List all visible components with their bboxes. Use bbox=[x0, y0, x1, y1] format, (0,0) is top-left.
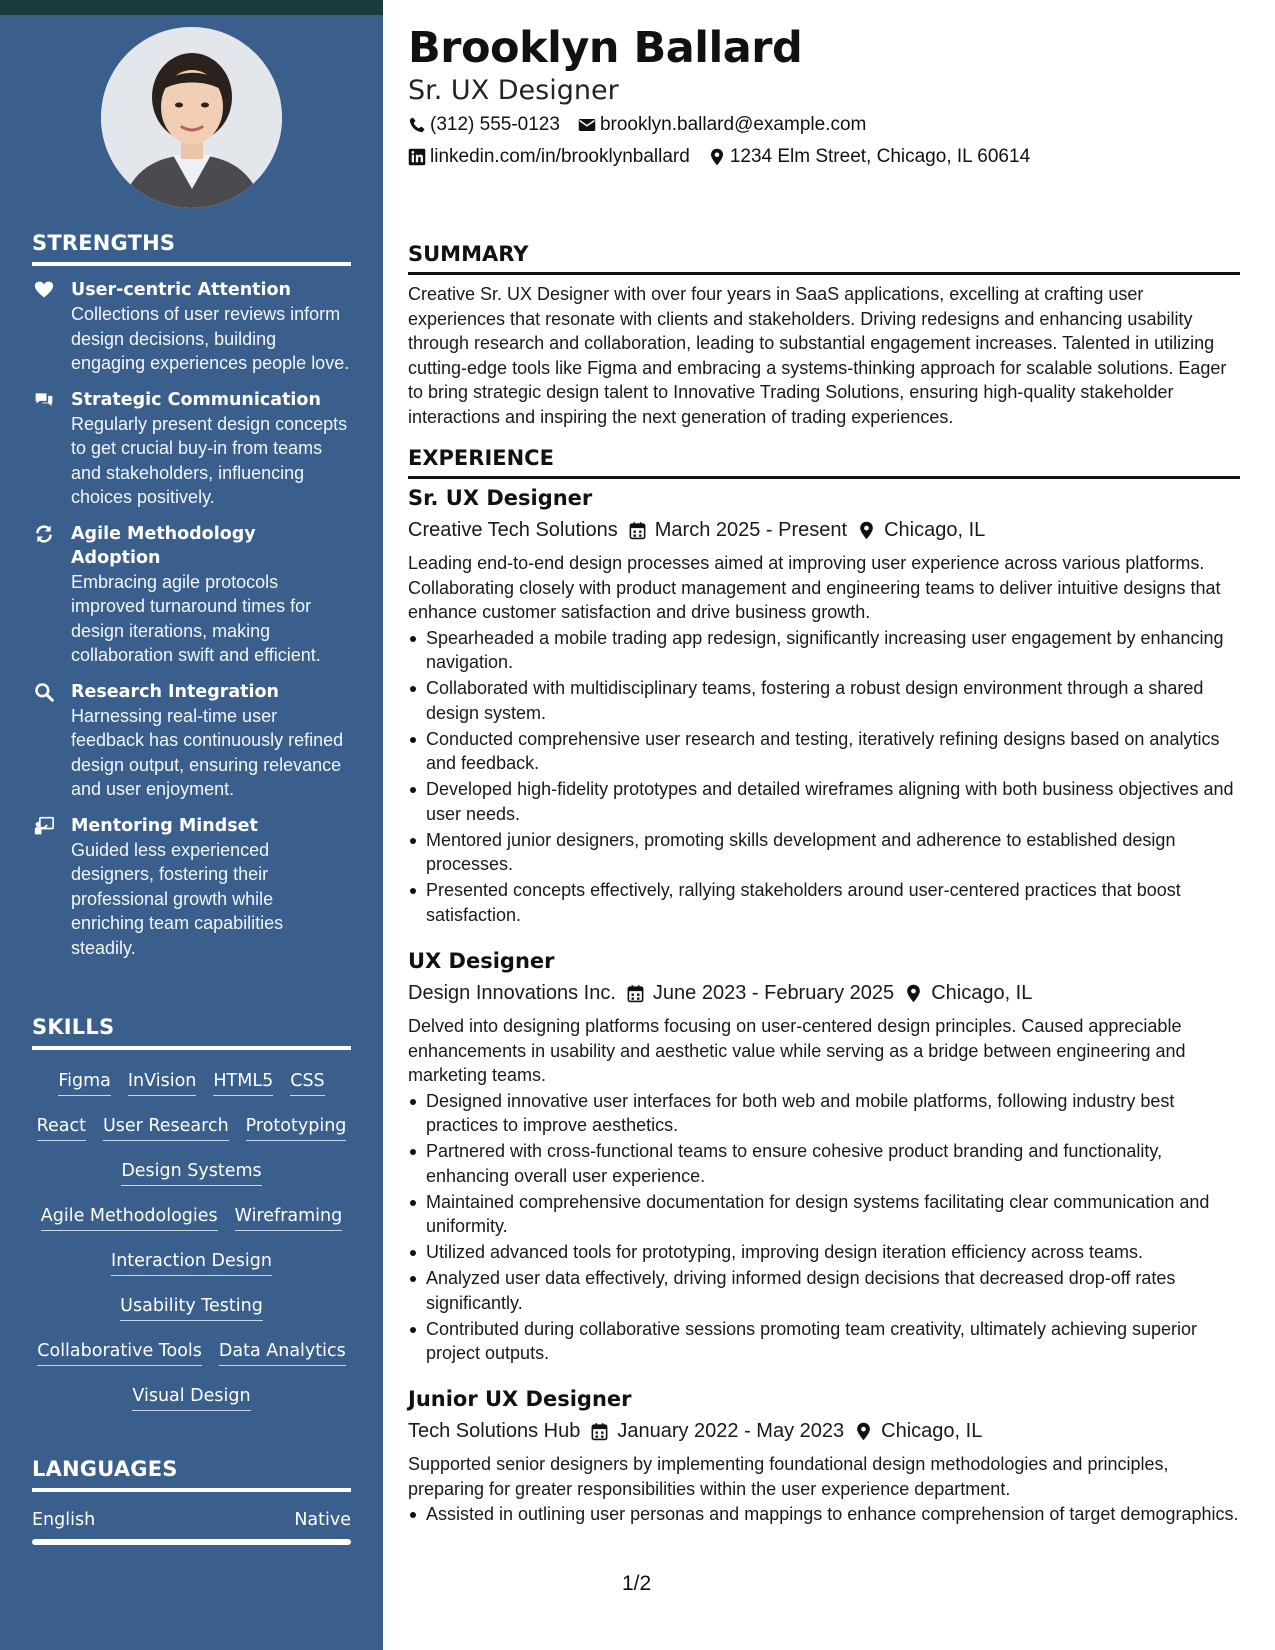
job-entry bbox=[408, 484, 1240, 929]
calendar-icon bbox=[590, 1422, 609, 1441]
job-bullet: Maintained comprehensive documentation for design systems facilitating clear communication and uniformity. bbox=[408, 1190, 1240, 1239]
language-name: English bbox=[32, 1510, 96, 1530]
sidebar bbox=[0, 0, 383, 1650]
skill-tag: Figma bbox=[58, 1070, 111, 1096]
job-bullet: Spearheaded a mobile trading app redesign, significantly increasing user engagement by enhancing navigation. bbox=[408, 626, 1240, 675]
map-pin-icon bbox=[904, 984, 923, 1003]
comments-icon bbox=[34, 390, 54, 410]
strength-title: Mentoring Mindset bbox=[71, 815, 258, 836]
strength-description: Harnessing real-time user feedback has continuously refined design output, ensuring relevance and user enjoyment. bbox=[71, 705, 344, 799]
job-bullets bbox=[408, 1089, 1240, 1366]
job-bullets bbox=[408, 1502, 1240, 1527]
skills-row bbox=[32, 1240, 351, 1285]
job-dates bbox=[626, 979, 894, 1007]
company-name: Creative Tech Solutions bbox=[408, 519, 618, 541]
job-bullets bbox=[408, 626, 1240, 928]
languages-heading: LANGUAGES bbox=[32, 1456, 351, 1492]
contact-row bbox=[408, 145, 1030, 169]
job-bullet: Contributed during collaborative sessions promoting team creativity, ultimately achieving superior project outputs. bbox=[408, 1317, 1240, 1366]
strength-title: User-centric Attention bbox=[71, 280, 291, 300]
linkedin-link[interactable]: linkedin.com/in/brooklynballard bbox=[430, 146, 690, 167]
skill-tag: InVision bbox=[128, 1070, 196, 1096]
map-pin-icon bbox=[857, 521, 876, 540]
job-bullet: Mentored junior designers, promoting skills development and adherence to established design processes. bbox=[408, 828, 1240, 877]
skill-tag: User Research bbox=[103, 1115, 229, 1141]
strengths-heading: STRENGTHS bbox=[32, 230, 351, 266]
skill-tag: CSS bbox=[290, 1070, 324, 1096]
job-location bbox=[857, 516, 985, 544]
page-number: 1/2 bbox=[622, 1572, 652, 1595]
job-location bbox=[854, 1417, 982, 1445]
experience-heading: EXPERIENCE bbox=[408, 445, 1240, 479]
heart-icon bbox=[34, 280, 54, 300]
language-row bbox=[32, 1510, 351, 1530]
experience-section bbox=[408, 445, 1240, 479]
contact-email[interactable] bbox=[578, 113, 866, 137]
skills-row bbox=[32, 1105, 351, 1150]
job-title: Sr. UX Designer bbox=[408, 486, 593, 510]
skill-tag: Prototyping bbox=[246, 1115, 347, 1141]
calendar-icon bbox=[628, 521, 647, 540]
strengths-section bbox=[32, 230, 351, 972]
job-bullet: Partnered with cross-functional teams to ensure cohesive product branding and functionality, enhancing overall user experience. bbox=[408, 1139, 1240, 1188]
search-icon bbox=[34, 682, 54, 702]
job-meta bbox=[408, 516, 1240, 544]
skills-row bbox=[32, 1195, 351, 1240]
skill-tag: HTML5 bbox=[213, 1070, 273, 1096]
job-dates bbox=[590, 1417, 844, 1445]
job-dates-text: June 2023 - February 2025 bbox=[652, 982, 895, 1004]
strength-item bbox=[32, 680, 351, 802]
skill-tag: Usability Testing bbox=[120, 1295, 263, 1321]
job-title: UX Designer bbox=[408, 949, 555, 973]
strength-item bbox=[32, 814, 351, 961]
job-meta bbox=[408, 1417, 1240, 1445]
job-bullet: Assisted in outlining user personas and mappings to enhance comprehension of target demographics. bbox=[408, 1502, 1240, 1527]
job-bullet: Conducted comprehensive user research and testing, iteratively refining designs based on analytics and feedback. bbox=[408, 727, 1240, 776]
skill-tag: React bbox=[37, 1115, 86, 1141]
company-name: Tech Solutions Hub bbox=[408, 1420, 581, 1442]
languages-section bbox=[32, 1456, 351, 1545]
job-location-text: Chicago, IL bbox=[884, 519, 986, 541]
job-bullet: Designed innovative user interfaces for both web and mobile platforms, following industry best practices to improve aesthetics. bbox=[408, 1089, 1240, 1138]
skills-row bbox=[32, 1330, 351, 1375]
contact-address bbox=[708, 145, 1030, 169]
skills-cloud bbox=[32, 1060, 351, 1420]
strength-item bbox=[32, 278, 351, 376]
summary-text: Creative Sr. UX Designer with over four years in SaaS applications, excelling at crafting user experiences that resonate with clients and stakeholders. Driving redesigns and enhancing usability through research and collaboration, leading to substantial engagement increases. Talented in utilizing cutting-edge tools like Figma and embracing a systems-thinking approach for scalable solutions. Eager to bring strategic design talent to Innovative Trading Solutions, ensuring high-quality stakeholder interactions and inspiring the next generation of trading experiences. bbox=[408, 284, 1227, 427]
profile-photo bbox=[101, 27, 282, 208]
sidebar-top-bar bbox=[0, 0, 383, 15]
strength-title: Strategic Communication bbox=[71, 389, 321, 410]
skills-row bbox=[32, 1285, 351, 1330]
sync-icon bbox=[34, 524, 54, 544]
email-link[interactable]: brooklyn.ballard@example.com bbox=[599, 114, 867, 135]
summary-section bbox=[408, 241, 1240, 429]
contact-row bbox=[408, 113, 866, 137]
summary-heading: SUMMARY bbox=[408, 241, 1240, 275]
job-entry bbox=[408, 1385, 1240, 1528]
skill-tag: Design Systems bbox=[121, 1160, 261, 1186]
contact-phone bbox=[408, 113, 560, 137]
strength-description: Collections of user reviews inform design decisions, building engaging experiences people love. bbox=[71, 304, 350, 373]
strength-description: Guided less experienced designers, fostering their professional growth while enriching team capabilities steadily. bbox=[71, 839, 284, 958]
skills-row bbox=[32, 1375, 351, 1420]
strength-item bbox=[32, 522, 351, 668]
job-dates-text: January 2022 - May 2023 bbox=[617, 1420, 845, 1442]
job-bullet: Analyzed user data effectively, driving informed design decisions that decreased drop-off rates significantly. bbox=[408, 1266, 1240, 1315]
job-location bbox=[904, 979, 1032, 1007]
job-description: Delved into designing platforms focusing on user-centered design principles. Caused appreciable enhancements in usability and aesthetic value while serving as a bridge between engineering and marketing teams. bbox=[408, 1016, 1186, 1085]
calendar-icon bbox=[626, 984, 645, 1003]
strength-title: Research Integration bbox=[71, 681, 280, 702]
job-meta bbox=[408, 979, 1240, 1007]
phone-icon bbox=[408, 116, 426, 134]
strength-title: Agile Methodology Adoption bbox=[71, 523, 256, 568]
teacher-icon bbox=[34, 816, 54, 836]
skills-row bbox=[32, 1150, 351, 1195]
skill-tag: Collaborative Tools bbox=[37, 1340, 202, 1366]
map-pin-icon bbox=[854, 1422, 873, 1441]
skill-tag: Wireframing bbox=[235, 1205, 343, 1231]
company-name: Design Innovations Inc. bbox=[408, 982, 616, 1004]
job-bullet: Collaborated with multidisciplinary teams, fostering a robust design environment through a shared design system. bbox=[408, 676, 1240, 725]
job-location-text: Chicago, IL bbox=[881, 1420, 983, 1442]
contact-linkedin[interactable] bbox=[408, 145, 690, 169]
job-description: Leading end-to-end design processes aimed at improving user experience across various platforms. Collaborating closely with product management and engineering teams to deliver intuitive designs that enhance customer satisfaction and drive business growth. bbox=[408, 553, 1221, 622]
skills-heading: SKILLS bbox=[32, 1014, 351, 1050]
skill-tag: Interaction Design bbox=[111, 1250, 272, 1276]
language-proficiency-bar bbox=[32, 1539, 351, 1545]
job-bullet: Presented concepts effectively, rallying stakeholders around user-centered practices that boost satisfaction. bbox=[408, 878, 1240, 927]
linkedin-icon bbox=[408, 148, 426, 166]
skill-tag: Agile Methodologies bbox=[41, 1205, 218, 1231]
map-pin-icon bbox=[708, 148, 726, 166]
envelope-icon bbox=[578, 116, 596, 134]
address-text: 1234 Elm Street, Chicago, IL 60614 bbox=[729, 146, 1031, 167]
job-entry bbox=[408, 947, 1240, 1367]
strength-description: Embracing agile protocols improved turnaround times for design iterations, making collaboration swift and efficient. bbox=[71, 571, 321, 665]
skills-section bbox=[32, 1014, 351, 1420]
job-bullet: Developed high-fidelity prototypes and detailed wireframes aligning with both business objectives and user needs. bbox=[408, 777, 1240, 826]
strength-description: Regularly present design concepts to get crucial buy-in from teams and stakeholders, influencing choices positively. bbox=[71, 413, 348, 507]
job-dates-text: March 2025 - Present bbox=[654, 519, 848, 541]
skill-tag: Visual Design bbox=[132, 1385, 250, 1411]
job-description: Supported senior designers by implementing foundational design methodologies and principles, preparing for greater responsibilities within the user experience department. bbox=[408, 1454, 1169, 1499]
candidate-role: Sr. UX Designer bbox=[408, 75, 619, 106]
job-dates bbox=[628, 516, 847, 544]
strength-item bbox=[32, 388, 351, 510]
job-location-text: Chicago, IL bbox=[931, 982, 1033, 1004]
language-level: Native bbox=[294, 1510, 351, 1530]
phone-text: (312) 555-0123 bbox=[430, 114, 560, 135]
job-title: Junior UX Designer bbox=[408, 1387, 632, 1411]
job-bullet: Utilized advanced tools for prototyping, improving design iteration efficiency across teams. bbox=[408, 1240, 1240, 1265]
candidate-name: Brooklyn Ballard bbox=[408, 23, 803, 73]
skill-tag: Data Analytics bbox=[219, 1340, 346, 1366]
skills-row bbox=[32, 1060, 351, 1105]
